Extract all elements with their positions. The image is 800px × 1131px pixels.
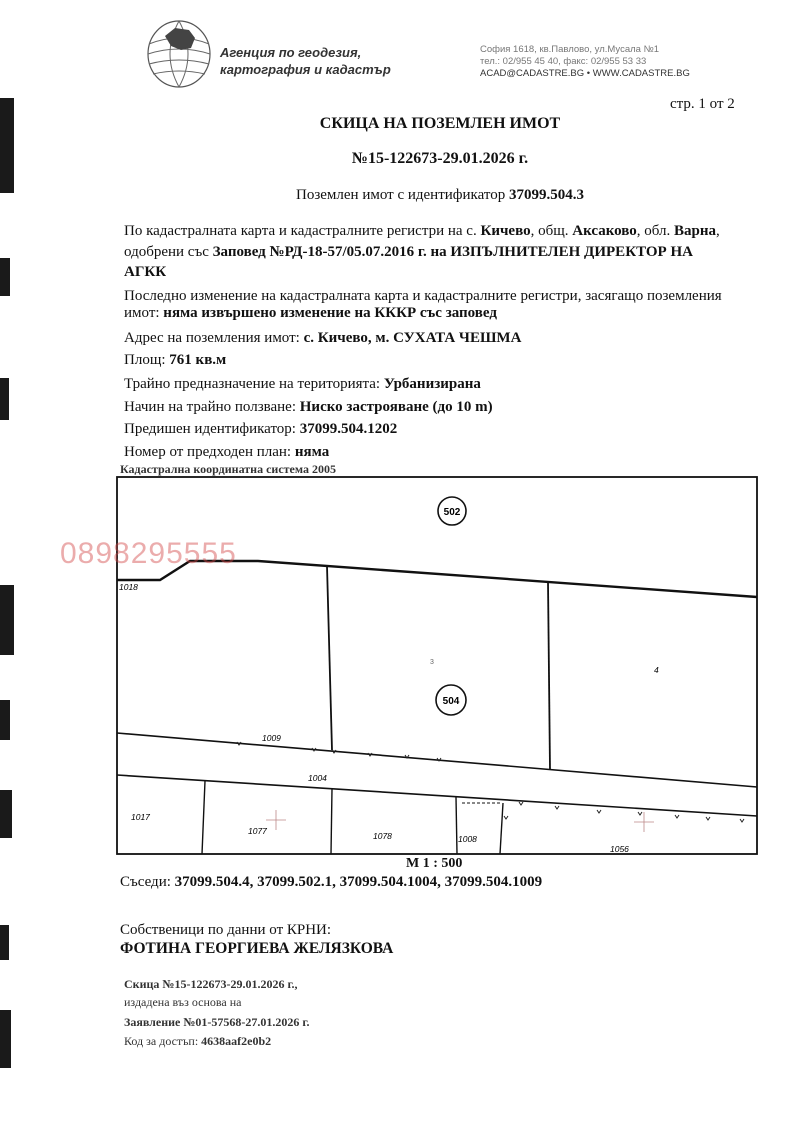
previous-plan-line: Номер от предходен план: няма bbox=[124, 444, 330, 460]
owner-name: ФОТИНА ГЕОРГИЕВА ЖЕЛЯЗКОВА bbox=[120, 940, 394, 957]
document-title: СКИЦА НА ПОЗЕМЛЕН ИМОТ bbox=[319, 115, 561, 132]
boundary-1017-1077 bbox=[202, 781, 205, 854]
phone-watermark: 0898295555 bbox=[60, 537, 237, 570]
parcel-1004-label: 1004 bbox=[308, 773, 327, 783]
document-number: №15-122673-29.01.2026 г. bbox=[351, 150, 529, 167]
cadastral-map-line: По кадастралната карта и кадастралните регистри на с. Кичево, общ. Аксаково, обл. Варна, bbox=[124, 223, 720, 239]
use-line: Начин на трайно ползване: Ниско застрояване (до 10 m) bbox=[124, 399, 493, 415]
parcel-1018-label: 1018 bbox=[119, 582, 138, 592]
quarter-504-label: 504 bbox=[442, 696, 460, 707]
address-line: Адрес на поземления имот: с. Кичево, м. СУХАТА ЧЕШМА bbox=[124, 330, 522, 346]
last-change-line: Последно изменение на кадастралната карта и кадастралните регистри, засягащо поземления bbox=[124, 288, 722, 304]
neighbors-line: Съседи: 37099.504.4, 37099.502.1, 37099.504.1004, 37099.504.1009 bbox=[120, 874, 543, 890]
parcel-identifier: 37099.504.3 bbox=[508, 187, 584, 203]
parcel-1009-label: 1009 bbox=[262, 733, 281, 743]
area-line: Площ: 761 кв.м bbox=[124, 352, 227, 368]
footer-access-code: Код за достъп: 4638aaf2e0b2 bbox=[124, 1034, 272, 1048]
boundary-parcel-3-west bbox=[327, 566, 332, 750]
approval-order-line: одобрени със Заповед №РД-18-57/05.07.2016 г. на ИЗПЪЛНИТЕЛЕН ДИРЕКТОР НА bbox=[124, 244, 693, 260]
page-number: стр. 1 от 2 bbox=[670, 96, 735, 112]
boundary-1078-1008 bbox=[456, 797, 457, 854]
parcel-3-label: 3 bbox=[430, 659, 434, 666]
parcel-1008-label: 1008 bbox=[458, 834, 477, 844]
owners-label: Собственици по данни от КРНИ: bbox=[120, 922, 332, 938]
map-frame bbox=[117, 477, 757, 854]
quarter-502-label: 502 bbox=[443, 507, 461, 518]
agency-name: Агенция по геодезия, картография и кадастър bbox=[220, 45, 391, 77]
boundary-1077-1078 bbox=[331, 789, 332, 854]
agency-abbr: АГКК bbox=[124, 264, 167, 280]
footer-issued: издадена въз основа на bbox=[124, 995, 242, 1009]
parcel-1078-label: 1078 bbox=[373, 831, 392, 841]
street-1009-north bbox=[117, 733, 757, 787]
survey-cross-marks bbox=[266, 810, 654, 832]
previous-identifier-line: Предишен идентификатор: 37099.504.1202 bbox=[124, 421, 398, 437]
footer-request: Заявление №01-57568-27.01.2026 г. bbox=[124, 1015, 310, 1029]
parcel-1077-label: 1077 bbox=[248, 826, 267, 836]
agency-contacts: София 1618, кв.Павлово, ул.Мусала №1 тел.: 02/955 45 40, факс: 02/955 53 33 ACAD@CADASTRE.BG • WWW.CADASTRE.BG bbox=[480, 44, 690, 79]
parcel-1017-label: 1017 bbox=[131, 812, 150, 822]
parcel-1056-label: 1056 bbox=[610, 844, 629, 854]
boundary-parcel-3-east bbox=[548, 582, 550, 770]
map-scale: М 1 : 500 bbox=[406, 856, 463, 871]
boundary-1008-1056 bbox=[500, 803, 503, 854]
street-1004-south bbox=[117, 775, 757, 816]
last-change-value: имот: няма извършено изменение на КККР със заповед bbox=[124, 305, 497, 321]
coordinate-system-label: Кадастрална координатна система 2005 bbox=[120, 462, 336, 476]
parcel-4-label: 4 bbox=[654, 665, 659, 675]
purpose-line: Трайно предназначение на територията: Урбанизирана bbox=[124, 376, 481, 392]
footer-sketch-number: Скица №15-122673-29.01.2026 г., bbox=[124, 977, 298, 991]
parcel-identifier-line: Поземлен имот с идентификатор 37099.504.3 bbox=[296, 187, 584, 203]
